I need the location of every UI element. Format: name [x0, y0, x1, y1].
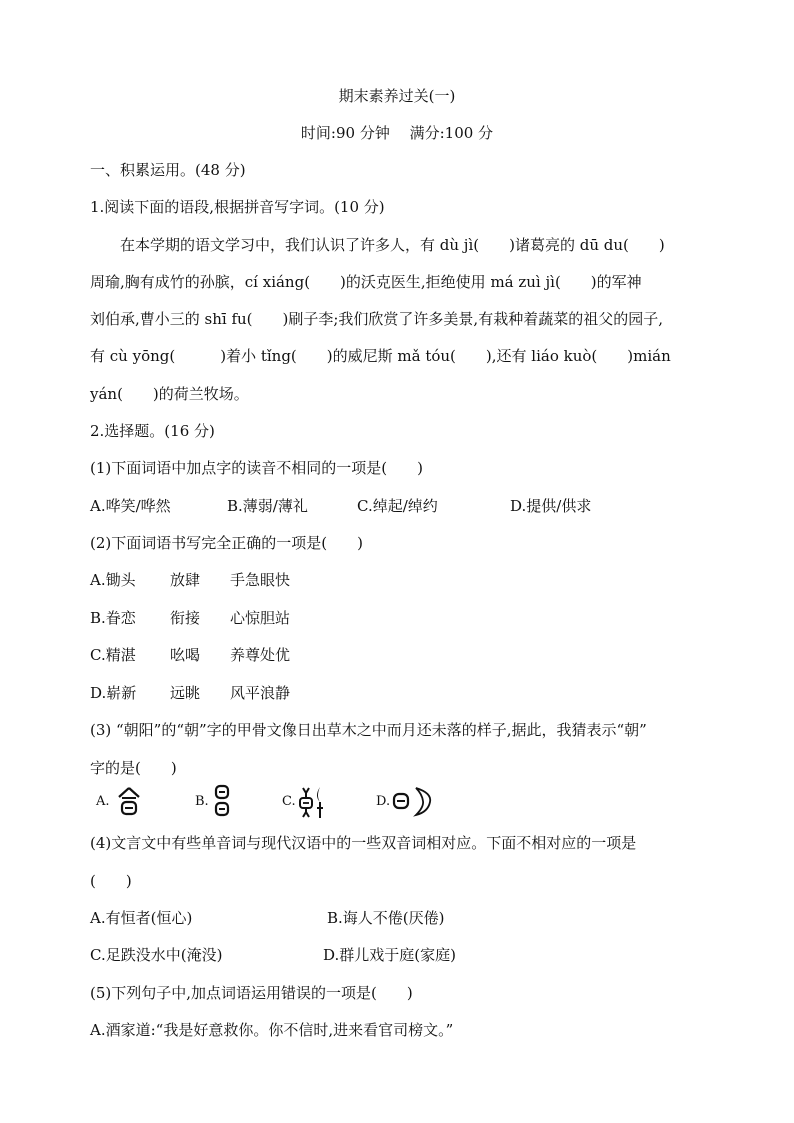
option-a: A.哗笑/哗然: [90, 497, 171, 515]
option-b-label: B.: [195, 794, 209, 809]
option-d: D.提供/供求: [510, 497, 592, 515]
page-title: 期末素养过关(一): [338, 87, 456, 105]
oracle-glyph-d-icon: [392, 785, 436, 817]
option-a-word-1: A.锄头: [90, 571, 136, 589]
option-d-label: D.: [376, 794, 391, 809]
sub-question-4-stem: [90, 833, 702, 853]
option-a-word-2: 放肆: [170, 571, 201, 589]
sub-question-4-stem-cont: ( ): [90, 872, 132, 890]
sub-question-5-stem: (5)下列句子中,加点词语运用错误的一项是( ): [90, 984, 413, 1002]
option-b: B.薄弱/薄礼: [227, 497, 308, 515]
question-1-text: 周瑜,胸有成竹的孙膑，cí xiáng( )的沃克医生,拒绝使用 má zuì jì( )的军神: [90, 273, 642, 291]
question-1-line: [90, 346, 702, 366]
option-b-word-2: 衔接: [170, 609, 201, 627]
option-c-label: C.: [282, 794, 296, 809]
option-a-label: A.: [96, 794, 110, 809]
sub-question-2-stem: (2)下面词语书写完全正确的一项是( ): [90, 534, 363, 552]
sub-question-3-stem-cont: 字的是( ): [90, 759, 177, 777]
question-2-stem: 2.选择题。(16 分): [90, 422, 215, 440]
option-c-word-2: 吆喝: [170, 646, 201, 664]
option-d-word-3: 风平浪静: [230, 684, 291, 702]
oracle-glyph-a-icon: [116, 786, 142, 818]
oracle-option-c: [282, 784, 342, 820]
question-1-line: [90, 272, 702, 292]
oracle-glyph-c-icon: [298, 784, 326, 820]
option-d-word-1: D.崭新: [90, 684, 137, 702]
oracle-glyph-b-icon: [213, 784, 231, 818]
option-b-word-3: 心惊胆站: [230, 609, 291, 627]
sub-question-4-stem-text: (4)文言文中有些单音词与现代汉语中的一些双音词相对应。下面不相对应的一项是: [90, 834, 637, 852]
option-a-word-3: 手急眼快: [230, 571, 291, 589]
section-heading: 一、积累运用。(48 分): [90, 161, 246, 179]
question-1-text: 刘伯承,曹小三的 shī fu( )刷子李;我们欣赏了许多美景,有栽种着蔬菜的祖父的园子,: [90, 310, 663, 328]
page-subtitle: 时间:90 分钟 满分:100 分: [300, 124, 494, 142]
sub-question-1-stem: (1)下面词语中加点字的读音不相同的一项是( ): [90, 459, 423, 477]
question-1-line: [90, 235, 702, 255]
option-c-word-1: C.精湛: [90, 646, 136, 664]
option-c: C.足跌没水中(淹没): [90, 946, 223, 964]
question-1-text: 有 cù yōng( )着小 tǐng( )的威尼斯 mǎ tóu( ),还有 liáo kuò( )mián: [90, 347, 671, 365]
sub-question-3-stem-text: (3) “朝阳”的“朝”字的甲骨文像日出草木之中而月还未落的样子,据此，我猜表示“朝”: [90, 721, 647, 739]
option-d-word-2: 远眺: [170, 684, 201, 702]
option-b: B.诲人不倦(厌倦): [327, 909, 445, 927]
question-1-stem: 1.阅读下面的语段,根据拼音写字词。(10 分): [90, 198, 385, 216]
option-a: A.有恒者(恒心): [90, 909, 193, 927]
option-a: A.酒家道:“我是好意救你。你不信时,进来看官司榜文。”: [90, 1021, 454, 1039]
question-1-line: yán( )的荷兰牧场。: [90, 385, 249, 403]
oracle-option-a: [96, 784, 156, 820]
oracle-option-b: [195, 784, 255, 820]
question-1-text: 在本学期的语文学习中，我们认识了许多人，有 dù jì( )诸葛亮的 dū du( ): [90, 236, 665, 254]
option-c: C.绰起/绰约: [357, 497, 438, 515]
sub-question-3-stem: [90, 720, 702, 740]
question-1-line: [90, 309, 702, 329]
option-c-word-3: 养尊处优: [230, 646, 291, 664]
option-b-word-1: B.眷恋: [90, 609, 136, 627]
option-d: D.群儿戏于庭(家庭): [323, 946, 456, 964]
oracle-option-d: [376, 784, 446, 820]
